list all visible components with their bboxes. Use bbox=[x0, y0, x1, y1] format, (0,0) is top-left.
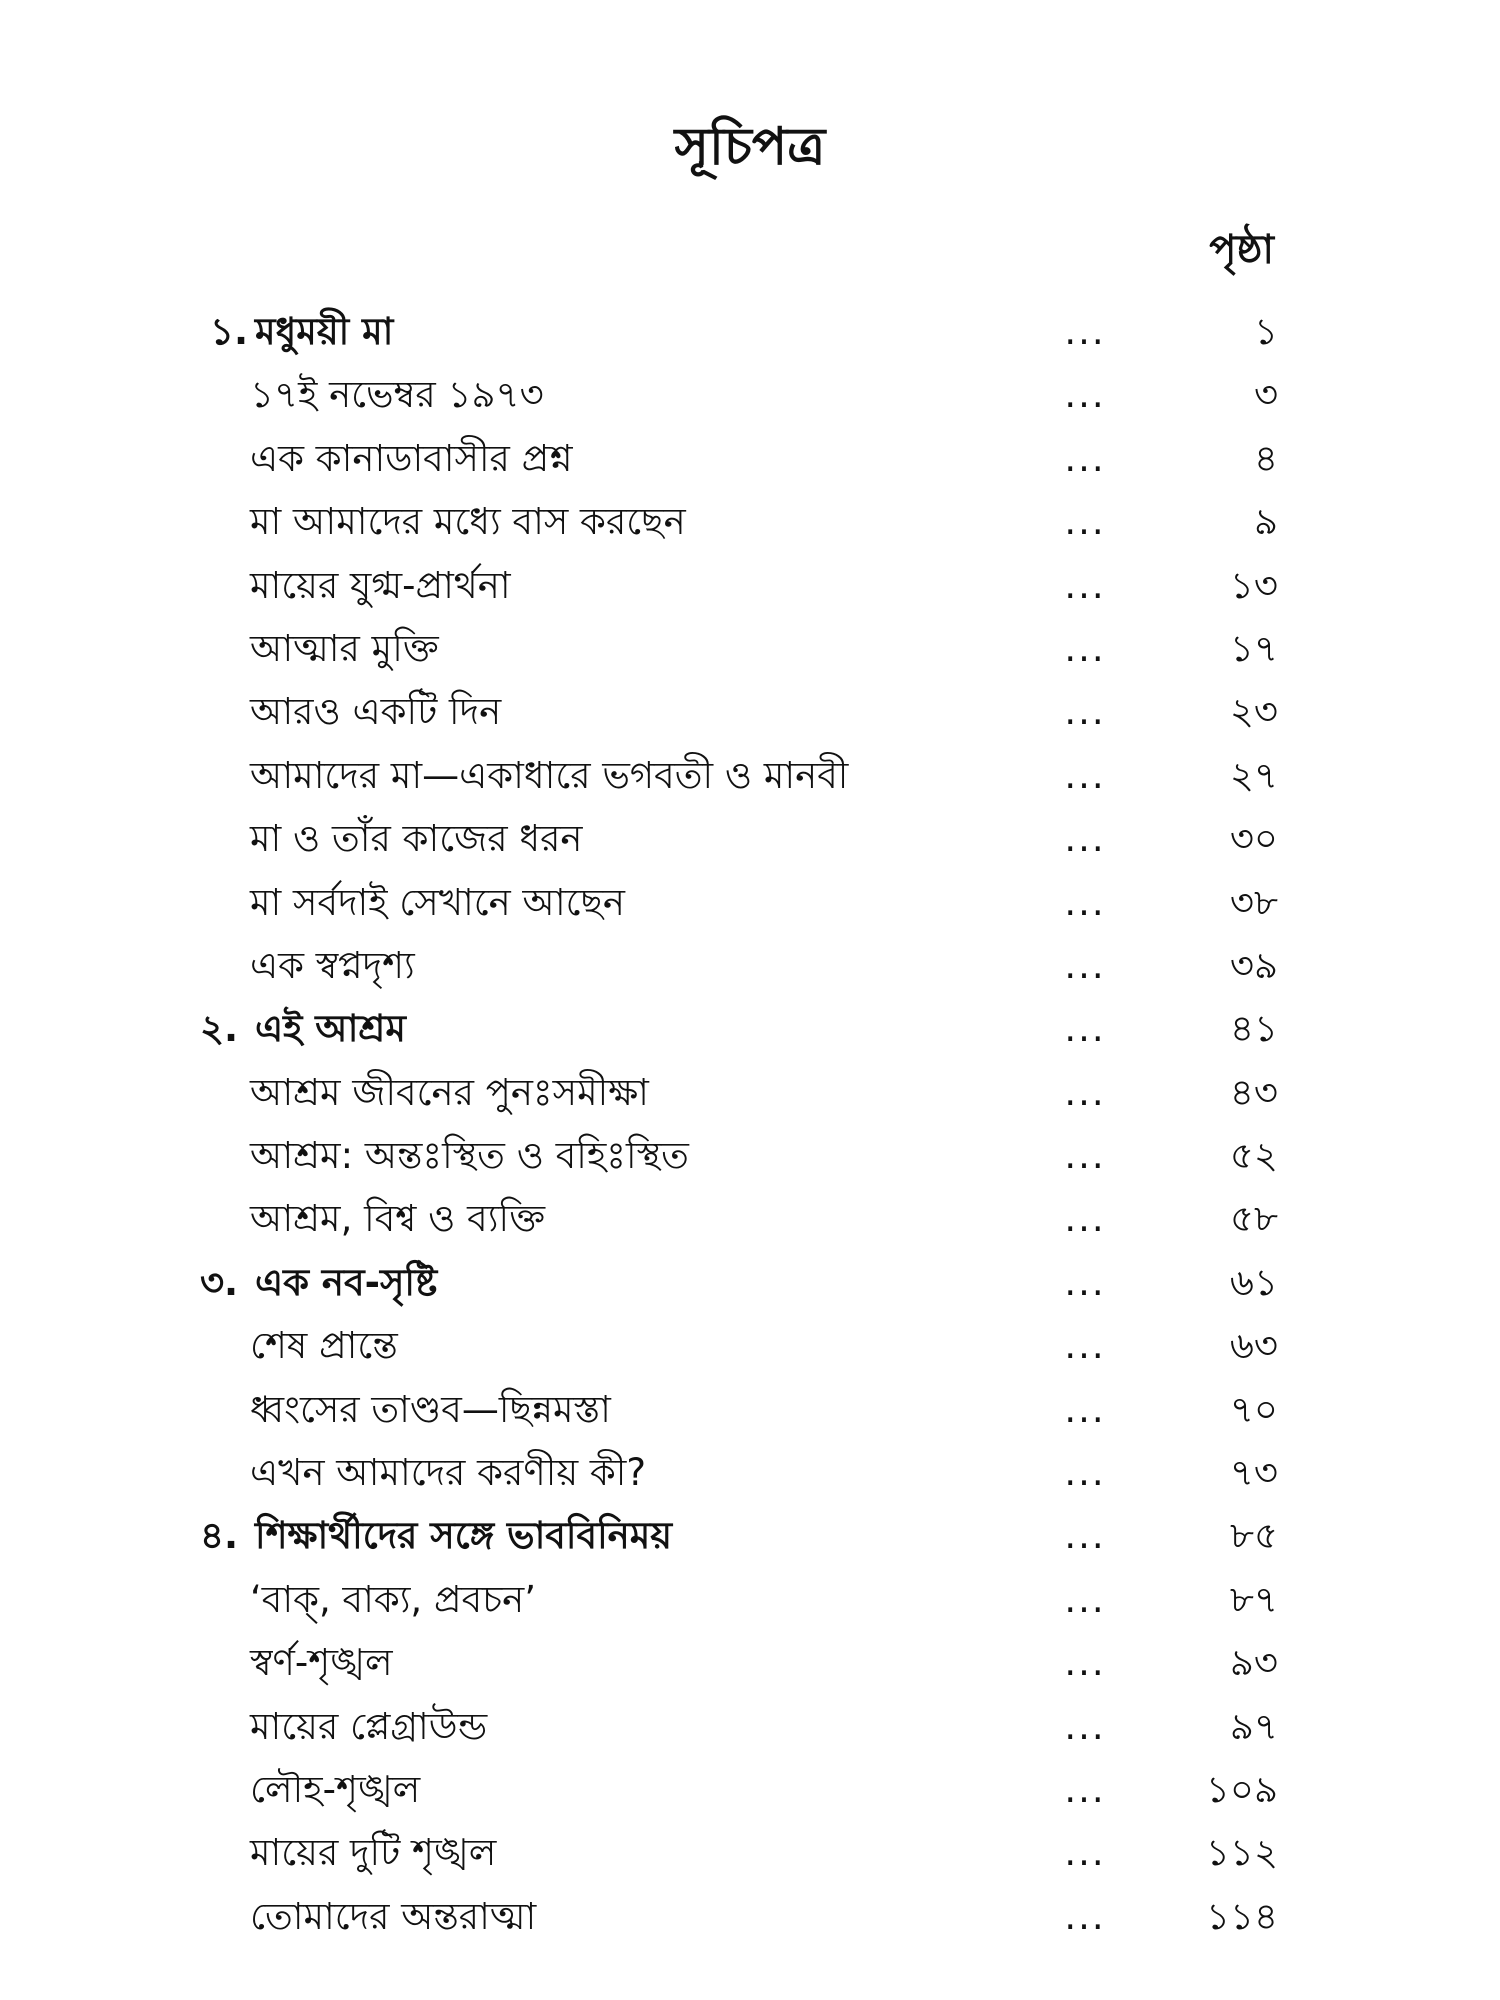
toc-leader-dots: ... bbox=[1064, 563, 1106, 607]
toc-leader-dots: ... bbox=[1064, 1007, 1106, 1051]
toc-entry-title: ধ্বংসের তাণ্ডব—ছিন্নমস্তা bbox=[250, 1387, 611, 1431]
toc-page-number: ৭০ bbox=[1229, 1387, 1278, 1431]
toc-entry-row bbox=[0, 680, 1500, 743]
toc-entry-title: আমাদের মা—একাধারে ভগবতী ও মানবী bbox=[250, 753, 849, 797]
toc-entry-row bbox=[0, 1885, 1500, 1948]
toc-entry-row bbox=[0, 1821, 1500, 1884]
toc-entry-title: এক স্বপ্নদৃশ্য bbox=[250, 943, 415, 987]
toc-leader-dots: ... bbox=[1064, 943, 1106, 987]
toc-leader-dots: ... bbox=[1064, 1324, 1106, 1368]
toc-entry-row bbox=[0, 1631, 1500, 1694]
toc-page-number: ১৩ bbox=[1229, 563, 1278, 607]
toc-entry-title: এই আশ্রম bbox=[255, 1007, 406, 1051]
toc-chapter-row bbox=[0, 1504, 1500, 1567]
toc-entry-title: আত্মার মুক্তি bbox=[250, 626, 439, 670]
toc-leader-dots: ... bbox=[1064, 1197, 1106, 1241]
toc-page-number: ৩৮ bbox=[1229, 880, 1278, 924]
toc-page-number: ১১২ bbox=[1205, 1831, 1278, 1875]
toc-chapter-row bbox=[0, 1251, 1500, 1314]
toc-entry-title: মা ও তাঁর কাজের ধরন bbox=[250, 817, 583, 861]
toc-leader-dots: ... bbox=[1064, 817, 1106, 861]
toc-entry-title: এক নব-সৃষ্টি bbox=[255, 1260, 438, 1304]
toc-entry-row bbox=[0, 1441, 1500, 1504]
toc-entry-title: এখন আমাদের করণীয় কী? bbox=[250, 1451, 647, 1495]
toc-page-number: ১ bbox=[1253, 310, 1278, 353]
toc-page-number: ৫২ bbox=[1229, 1134, 1278, 1178]
toc-page-number: ৩০ bbox=[1229, 817, 1278, 861]
toc-entry-row bbox=[0, 1758, 1500, 1821]
toc-leader-dots: ... bbox=[1064, 626, 1106, 670]
toc-entry-title: শেষ প্রান্তে bbox=[250, 1324, 398, 1368]
toc-page-number: ৪৩ bbox=[1229, 1070, 1278, 1114]
toc-leader-dots: ... bbox=[1064, 1831, 1106, 1875]
toc-entry-title: তোমাদের অন্তরাত্মা bbox=[250, 1894, 537, 1938]
toc-entry-row bbox=[0, 934, 1500, 997]
toc-entry-row bbox=[0, 490, 1500, 553]
toc-entry-title: মায়ের দুটি শৃঙ্খল bbox=[250, 1831, 497, 1875]
toc-entry-title: মায়ের যুগ্ম-প্রার্থনা bbox=[250, 563, 511, 607]
toc-page-number: ৯৭ bbox=[1229, 1704, 1278, 1748]
toc-entry-row bbox=[0, 1568, 1500, 1631]
toc-leader-dots: ... bbox=[1064, 1894, 1106, 1938]
toc-page-number: ৬৩ bbox=[1229, 1324, 1278, 1368]
toc-chapter-row bbox=[0, 300, 1500, 363]
toc-entry-title: এক কানাডাবাসীর প্রশ্ন bbox=[250, 436, 573, 480]
toc-entry-title: মা সর্বদাই সেখানে আছেন bbox=[250, 880, 625, 924]
toc-page-number: ৪ bbox=[1253, 436, 1278, 480]
toc-entry-row bbox=[0, 1695, 1500, 1758]
toc-leader-dots: ... bbox=[1064, 1641, 1106, 1685]
toc-leader-dots: ... bbox=[1064, 1451, 1106, 1495]
toc-leader-dots: ... bbox=[1064, 1577, 1106, 1621]
toc-page-number: ৩ bbox=[1253, 373, 1278, 417]
toc-entry-row bbox=[0, 617, 1500, 680]
toc-leader-dots: ... bbox=[1064, 310, 1106, 353]
toc-leader-dots: ... bbox=[1064, 690, 1106, 734]
toc-page-number: ৭৩ bbox=[1229, 1451, 1278, 1495]
toc-chapter-number: ৪. bbox=[200, 1514, 239, 1558]
toc-entry-row bbox=[0, 1314, 1500, 1377]
toc-entry-row bbox=[0, 1061, 1500, 1124]
toc-page-number: ৯৩ bbox=[1229, 1641, 1278, 1685]
toc-entry-title: মা আমাদের মধ্যে বাস করছেন bbox=[250, 500, 686, 544]
toc-page-number: ৮৭ bbox=[1229, 1577, 1278, 1621]
toc-entry-row bbox=[0, 427, 1500, 490]
toc-page-number: ১৭ bbox=[1229, 626, 1278, 670]
toc-entry-title: মায়ের প্লেগ্রাউন্ড bbox=[250, 1704, 488, 1748]
toc-chapter-number: ৩. bbox=[200, 1260, 239, 1304]
toc-page-number: ৯ bbox=[1253, 500, 1278, 544]
toc-leader-dots: ... bbox=[1064, 1704, 1106, 1748]
toc-entry-row bbox=[0, 744, 1500, 807]
toc-leader-dots: ... bbox=[1064, 436, 1106, 480]
toc-page-number: ১০৯ bbox=[1205, 1767, 1278, 1811]
toc-chapter-row bbox=[0, 997, 1500, 1060]
toc-entry-title: মধুময়ী মা bbox=[255, 310, 394, 353]
page-title: সূচিপত্র bbox=[674, 117, 826, 177]
toc-chapter-number: ১. bbox=[210, 310, 249, 353]
page-column-heading: পৃষ্ঠা bbox=[1209, 227, 1274, 273]
toc-page-number: ৮৫ bbox=[1229, 1514, 1278, 1558]
toc-chapter-number: ২. bbox=[200, 1007, 239, 1051]
toc-entry-row bbox=[0, 807, 1500, 870]
toc-page-number: ৪১ bbox=[1229, 1007, 1278, 1051]
toc-leader-dots: ... bbox=[1064, 1260, 1106, 1304]
toc-leader-dots: ... bbox=[1064, 1514, 1106, 1558]
toc-leader-dots: ... bbox=[1064, 1767, 1106, 1811]
toc-entry-title: শিক্ষার্থীদের সঙ্গে ভাববিনিময় bbox=[255, 1514, 673, 1558]
toc-leader-dots: ... bbox=[1064, 880, 1106, 924]
toc-leader-dots: ... bbox=[1064, 753, 1106, 797]
toc-entry-row bbox=[0, 363, 1500, 426]
toc-entry-title: আশ্রম: অন্তঃস্থিত ও বহিঃস্থিত bbox=[250, 1134, 689, 1178]
toc-entry-row bbox=[0, 1124, 1500, 1187]
toc-leader-dots: ... bbox=[1064, 1387, 1106, 1431]
toc-leader-dots: ... bbox=[1064, 1070, 1106, 1114]
toc-entry-row bbox=[0, 871, 1500, 934]
toc-entry-title: আশ্রম, বিশ্ব ও ব্যক্তি bbox=[250, 1197, 546, 1241]
toc-entry-row bbox=[0, 1187, 1500, 1250]
toc-entry-title: স্বর্ণ-শৃঙ্খল bbox=[250, 1641, 393, 1685]
toc-page-number: ২৭ bbox=[1229, 753, 1278, 797]
table-of-contents bbox=[0, 300, 1500, 1948]
toc-entry-title: আরও একটি দিন bbox=[250, 690, 502, 734]
toc-entry-row bbox=[0, 1378, 1500, 1441]
toc-leader-dots: ... bbox=[1064, 373, 1106, 417]
toc-entry-title: ১৭ই নভেম্বর ১৯৭৩ bbox=[250, 373, 544, 417]
toc-leader-dots: ... bbox=[1064, 500, 1106, 544]
toc-page-number: ৩৯ bbox=[1229, 943, 1278, 987]
toc-leader-dots: ... bbox=[1064, 1134, 1106, 1178]
toc-entry-title: আশ্রম জীবনের পুনঃসমীক্ষা bbox=[250, 1070, 649, 1114]
toc-page-number: ২৩ bbox=[1229, 690, 1278, 734]
toc-page-number: ১১৪ bbox=[1205, 1894, 1278, 1938]
toc-entry-row bbox=[0, 554, 1500, 617]
toc-page-number: ৫৮ bbox=[1229, 1197, 1278, 1241]
toc-entry-title: ‘বাক্, বাক্য, প্রবচন’ bbox=[250, 1577, 536, 1621]
toc-entry-title: লৌহ-শৃঙ্খল bbox=[250, 1767, 421, 1811]
toc-page-number: ৬১ bbox=[1229, 1260, 1278, 1304]
